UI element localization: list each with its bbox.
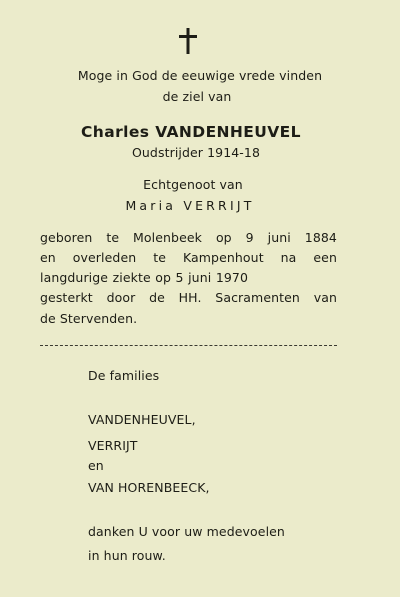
biography-word: gesterkt [40, 290, 93, 305]
biography-word: door [106, 290, 136, 305]
biography-word: 9 [245, 230, 254, 245]
family-name-van-horenbeeck: VAN HORENBEECK, [88, 480, 210, 495]
cross-icon [176, 28, 200, 54]
biography-line-4 [40, 290, 337, 306]
biography-word: de Stervenden. [40, 311, 138, 326]
families-intro: De families [88, 368, 160, 383]
intro-line-1: Moge in God de eeuwige vrede vinden [77, 68, 323, 83]
biography-word: 5 [175, 270, 184, 285]
biography-word: Molenbeek [133, 230, 203, 245]
biography-word: van [313, 290, 337, 305]
biography-word: na [280, 250, 297, 265]
biography-word: langdurige [40, 270, 109, 285]
spouse-name: Maria VERRIJT [125, 198, 255, 213]
biography-word: en [40, 250, 56, 265]
deceased-name: Charles VANDENHEUVEL [81, 123, 301, 141]
closing-line-2: in hun rouw. [88, 548, 166, 563]
family-name-vandenheuvel: VANDENHEUVEL, [88, 412, 196, 427]
biography-word: 1884 [304, 230, 337, 245]
biography-line-3 [40, 270, 248, 286]
biography-word: juni [188, 270, 212, 285]
biography-word: te [106, 230, 120, 245]
biography-line-5 [40, 311, 137, 327]
spouse-intro: Echtgenoot van [143, 177, 243, 192]
biography-word: 1970 [215, 270, 249, 285]
biography-line-2 [40, 250, 337, 266]
biography-word: overleden [72, 250, 137, 265]
family-name-verrijt: VERRIJT [88, 438, 138, 453]
closing-line-1: danken U voor uw medevoelen [88, 524, 285, 539]
biography-word: te [153, 250, 166, 265]
biography-word: Sacramenten [215, 290, 300, 305]
biography-line-1 [40, 230, 337, 246]
biography-word: HH. [178, 290, 202, 305]
biography-word: juni [267, 230, 291, 245]
biography-word: ziekte [112, 270, 151, 285]
biography-word: Kampenhout [182, 250, 264, 265]
intro-line-2: de ziel van [162, 89, 232, 104]
biography-word: de [149, 290, 165, 305]
biography-word: op [155, 270, 172, 285]
family-conjunction: en [88, 458, 104, 473]
biography-word: een [313, 250, 337, 265]
biography-word: geboren [40, 230, 93, 245]
subtitle: Oudstrijder 1914-18 [131, 145, 261, 160]
dashed-divider [40, 345, 337, 346]
biography-word: op [215, 230, 232, 245]
